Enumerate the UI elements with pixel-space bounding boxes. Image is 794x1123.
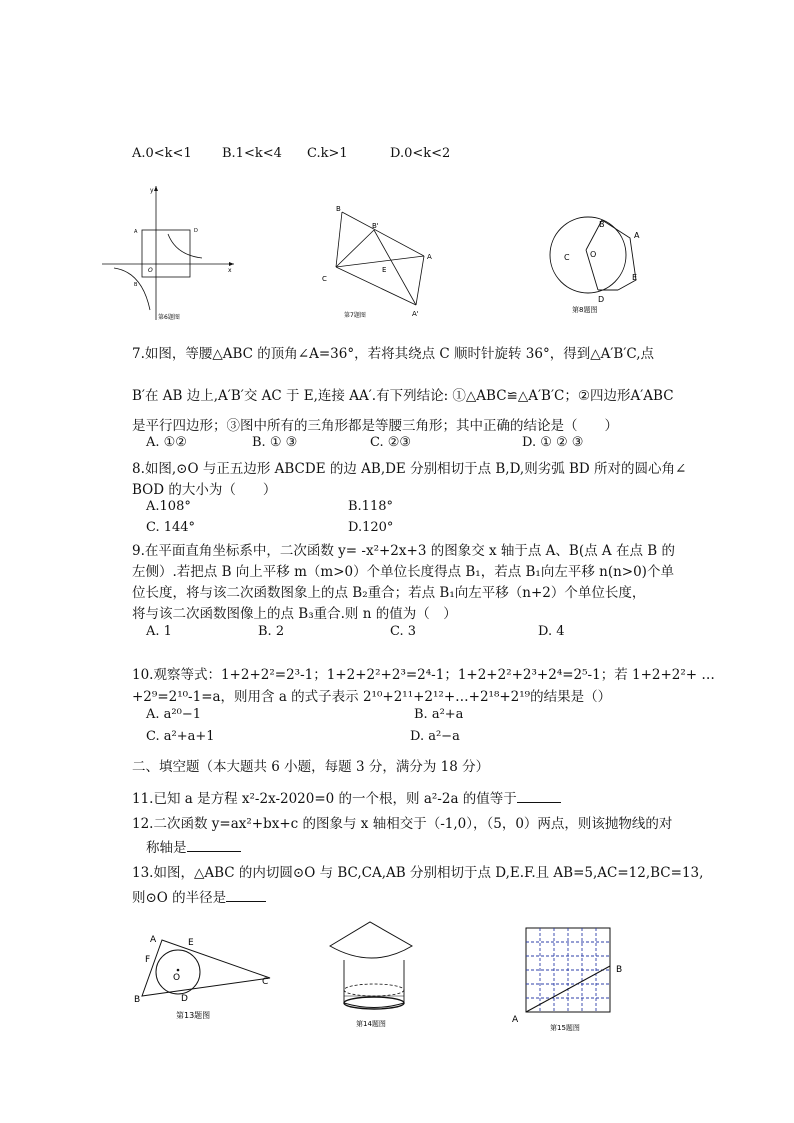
q6-option-d: D.0<k<2 — [390, 146, 451, 161]
fig8-label-d: D — [598, 295, 605, 304]
q6-option-c: C.k>1 — [307, 146, 348, 161]
figure-14 — [320, 912, 420, 1032]
q12-answer-blank — [187, 839, 241, 852]
fig7-caption: 第7题图 — [344, 312, 366, 319]
fig13-label-o: O — [173, 973, 181, 983]
q7-option-d: D. ① ② ③ — [522, 435, 584, 450]
q11 — [132, 787, 561, 807]
fig13-label-f: F — [145, 955, 151, 965]
fig15-caption: 第15题图 — [550, 1024, 580, 1032]
fig6-label-o: O — [148, 267, 153, 274]
fig7-label-e: E — [382, 266, 387, 274]
fig13-label-b: B — [134, 995, 141, 1005]
figure-13 — [130, 928, 280, 1028]
q8-option-b: B.118° — [348, 499, 393, 514]
q8-line1: 8.如图,⊙O 与正五边形 ABCDE 的边 AB,DE 分别相切于点 B,D,则劣弧 BD 所对的圆心角∠ — [132, 461, 687, 477]
q6-option-b: B.1<k<4 — [222, 146, 282, 161]
fig13-label-d: D — [181, 994, 188, 1004]
q8-line2: BOD 的大小为（ ） — [132, 482, 277, 498]
fig7-label-bp: B' — [372, 222, 379, 230]
q10-option-c: C. a²+a+1 — [146, 729, 215, 744]
fig13-label-a: A — [150, 935, 157, 945]
q7-line2: B′在 AB 边上,A′B′交 AC 于 E,连接 AA′.有下列结论: ①△ABC≌△A′B′C；②四边形A′ABC — [132, 388, 674, 404]
fig8-label-b: B — [599, 220, 605, 229]
q12-line2 — [146, 836, 241, 856]
fig15-label-b: B — [616, 965, 623, 975]
q10-option-a: A. a²⁰−1 — [146, 707, 201, 722]
q10-option-d: D. a²−a — [410, 729, 460, 744]
q7-option-a: A. ①② — [146, 435, 187, 450]
figure-8 — [540, 210, 670, 320]
q7-option-c: C. ②③ — [370, 435, 412, 450]
fig15-label-a: A — [512, 1015, 519, 1025]
fig7-label-c: C — [322, 275, 327, 283]
fig8-label-o: O — [590, 250, 597, 259]
q8-option-a: A.108° — [146, 499, 191, 514]
q8-option-c: C. 144° — [146, 520, 196, 535]
q13-line2 — [132, 886, 266, 906]
fig8-label-a: A — [634, 231, 640, 240]
q12-line2-text: 称轴是 — [146, 840, 187, 856]
figure-6 — [98, 180, 238, 325]
figure-7 — [312, 200, 442, 325]
q9-line3: 位长度，将与该二次函数图象上的点 B₂重合；若点 B₁向左平移（n+2）个单位长度， — [132, 585, 646, 601]
q6-option-a: A.0<k<1 — [132, 146, 192, 161]
fig13-label-c: C — [262, 977, 269, 987]
q7-option-b: B. ① ③ — [252, 435, 298, 450]
q10-line2: +2⁹=2¹⁰-1=a，则用含 a 的式子表示 2¹⁰+2¹¹+2¹²+…+2¹⁸+2¹⁹的结果是（） — [132, 689, 612, 705]
fig8-label-e: E — [632, 273, 638, 282]
fig6-label-y: y — [150, 187, 154, 194]
fig13-label-e: E — [188, 938, 194, 948]
q12-line1: 12.二次函数 y=ax²+bx+c 的图象与 x 轴相交于（-1,0），（5，0）两点，则该抛物线的对 — [132, 816, 673, 832]
fig6-label-a: A — [134, 229, 138, 235]
figure-15 — [508, 922, 638, 1037]
q9-option-c: C. 3 — [390, 624, 417, 639]
q9-option-b: B. 2 — [258, 624, 285, 639]
q9-line4: 将与该二次函数图像上的点 B₃重合.则 n 的值为（ ） — [132, 606, 457, 622]
fig7-label-a: A — [427, 253, 432, 261]
fig8-label-c: C — [564, 253, 570, 262]
q13-line2-text: 则⊙O 的半径是 — [132, 890, 227, 906]
q9-option-d: D. 4 — [538, 624, 565, 639]
fig14-caption: 第14题图 — [356, 1020, 386, 1028]
q11-text: 11.已知 a 是方程 x²-2x-2020=0 的一个根，则 a²-2a 的值等于 — [132, 791, 517, 807]
q8-option-d: D.120° — [348, 520, 394, 535]
q13-answer-blank — [226, 889, 266, 902]
q9-option-a: A. 1 — [146, 624, 172, 639]
section-2-heading: 二、填空题（本大题共 6 小题，每题 3 分，满分为 18 分） — [132, 759, 490, 775]
fig6-label-d: D — [194, 228, 198, 234]
fig6-caption: 第6题图 — [158, 314, 180, 321]
q7-line1: 7.如图，等腰△ABC 的顶角∠A=36°，若将其绕点 C 顺时针旋转 36°，得到△A′B′C,点 — [132, 346, 655, 362]
q9-line2: 左侧）.若把点 B 向上平移 m（m>0）个单位长度得点 B₁，若点 B₁向左平移 n(n>0)个单 — [132, 564, 674, 580]
q7-line3: 是平行四边形；③图中所有的三角形都是等腰三角形；其中正确的结论是（ ） — [132, 418, 618, 434]
q11-answer-blank — [517, 790, 561, 803]
fig8-caption: 第8题图 — [572, 306, 598, 314]
q10-option-b: B. a²+a — [414, 707, 464, 722]
q10-line1: 10.观察等式：1+2+2²=2³-1；1+2+2²+2³=2⁴-1；1+2+2²+2³+2⁴=2⁵-1；若 1+2+2²+ … — [132, 667, 715, 683]
fig13-caption: 第13题图 — [176, 1011, 211, 1020]
q9-line1: 9.在平面直角坐标系中，二次函数 y= -x²+2x+3 的图象交 x 轴于点 A、B(点 A 在点 B 的 — [132, 543, 675, 559]
fig7-label-b: B — [336, 205, 341, 213]
fig6-label-b: B — [134, 282, 138, 288]
q13-line1: 13.如图，△ABC 的内切圆⊙O 与 BC,CA,AB 分别相切于点 D,E.F.且 AB=5,AC=12,BC=13, — [132, 865, 704, 881]
fig7-label-ap: A' — [412, 310, 419, 318]
fig6-label-x: x — [228, 267, 232, 274]
